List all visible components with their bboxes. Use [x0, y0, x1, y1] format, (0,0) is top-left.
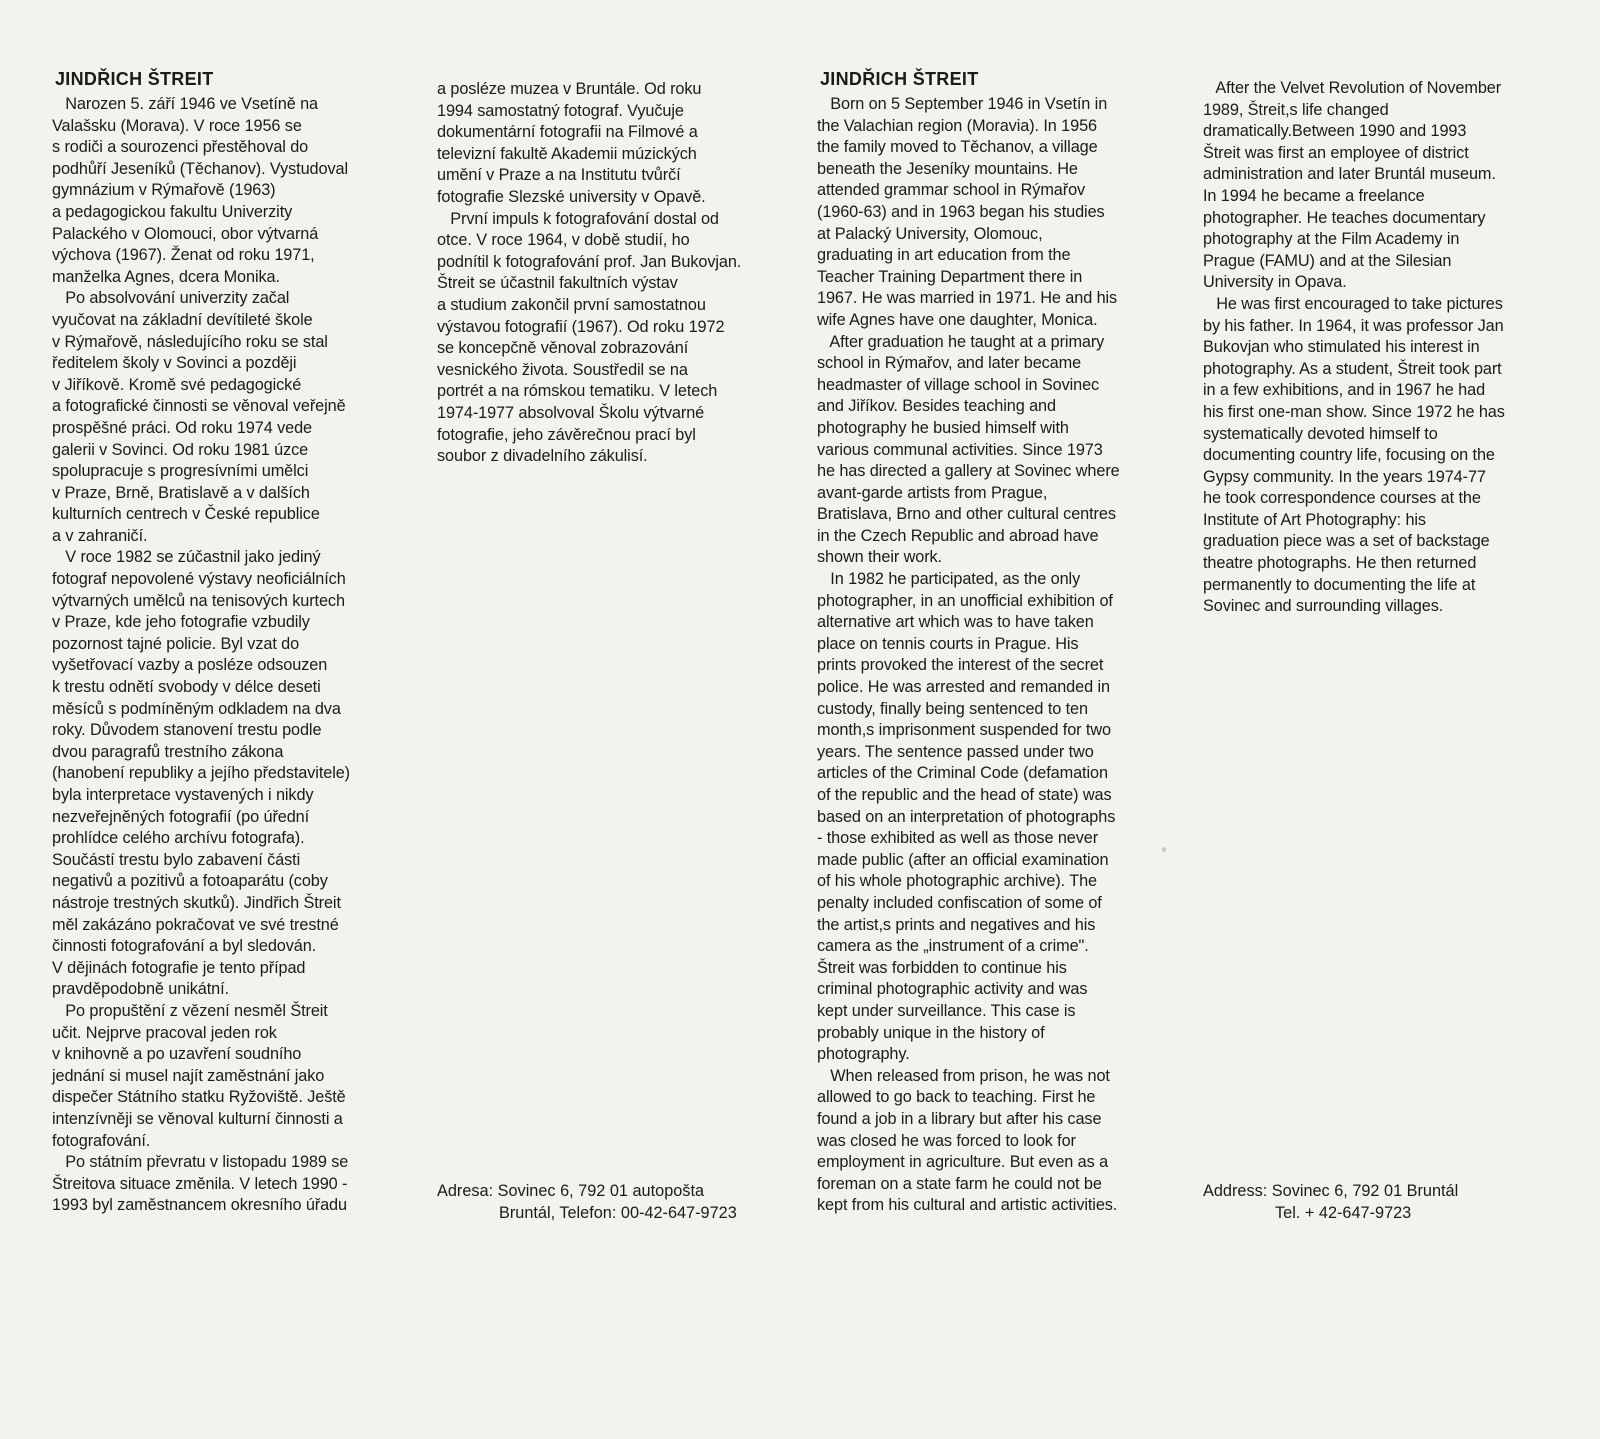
- text-line: gymnázium v Rýmařově (1963): [52, 181, 276, 200]
- text-line: Bratislava, Brno and other cultural centres: [817, 505, 1116, 524]
- text-line: V roce 1982 se zúčastnil jako jediný: [52, 548, 321, 567]
- text-line: dramatically.Between 1990 and 1993: [1203, 122, 1467, 141]
- text-line: criminal photographic activity and was: [817, 980, 1088, 999]
- text-line: podnítil k fotografování prof. Jan Bukovjan.: [437, 252, 742, 271]
- czech-column-1: [52, 68, 350, 1217]
- czech-col1-text: [52, 94, 350, 1217]
- text-line: otce. V roce 1964, v době studií, ho: [437, 231, 690, 250]
- text-line: vyšetřovací vazby a posléze odsouzen: [52, 656, 328, 675]
- text-line: ředitelem školy v Sovinci a později: [52, 354, 297, 373]
- text-line: avant-garde artists from Prague,: [817, 483, 1048, 502]
- text-line: photographer. He teaches documentary: [1203, 208, 1486, 227]
- text-line: 1994 samostatný fotograf. Vyučuje: [437, 101, 684, 120]
- text-line: s rodiči a sourozenci přestěhoval do: [52, 138, 309, 157]
- text-line: was closed he was forced to look for: [817, 1131, 1076, 1150]
- text-line: wife Agnes have one daughter, Monica.: [817, 310, 1098, 329]
- text-line: custody, finally being sentenced to ten: [817, 699, 1088, 718]
- text-line: prohlídce celého archívu fotografa).: [52, 829, 305, 848]
- czech-heading: JINDŘICH ŠTREIT: [55, 69, 214, 89]
- text-line: (hanobení republiky a jejího představitele): [52, 764, 350, 783]
- text-line: place on tennis courts in Prague. His: [817, 634, 1079, 653]
- text-line: In 1994 he became a freelance: [1203, 186, 1425, 205]
- text-line: years. The sentence passed under two: [817, 742, 1094, 761]
- text-line: found a job in a library but after his case: [817, 1109, 1102, 1128]
- text-line: fotografie Slezské university v Opavě.: [437, 187, 706, 206]
- czech-address: [437, 1180, 737, 1224]
- text-line: administration and later Bruntál museum.: [1203, 165, 1496, 184]
- text-line: made public (after an official examination: [817, 850, 1109, 869]
- text-line: foreman on a state farm he could not be: [817, 1174, 1102, 1193]
- text-line: Štreit se účastnil fakultních výstav: [437, 274, 678, 293]
- text-line: soubor z divadelního zákulisí.: [437, 447, 648, 466]
- text-line: v Jiříkově. Kromě své pedagogické: [52, 375, 302, 394]
- text-line: 1993 byl zaměstnancem okresního úřadu: [52, 1196, 347, 1215]
- text-line: výstavou fotografií (1967). Od roku 1972: [437, 317, 725, 336]
- text-line: In 1982 he participated, as the only: [817, 570, 1081, 589]
- text-line: výchova (1967). Ženat od roku 1971,: [52, 246, 315, 265]
- text-line: podhůří Jeseníků (Těchanov). Vystudoval: [52, 159, 348, 178]
- english-heading: JINDŘICH ŠTREIT: [820, 69, 979, 89]
- text-line: headmaster of village school in Sovinec: [817, 375, 1100, 394]
- text-line: theatre photographs. He then returned: [1203, 554, 1477, 573]
- text-line: Valašsku (Morava). V roce 1956 se: [52, 116, 302, 135]
- text-line: When released from prison, he was not: [817, 1066, 1110, 1085]
- text-line: Bukovjan who stimulated his interest in: [1203, 338, 1480, 357]
- text-line: negativů a pozitivů a fotoaparátu (coby: [52, 872, 328, 891]
- text-line: photographer, in an unofficial exhibition of: [817, 591, 1113, 610]
- text-line: Štreitova situace změnila. V letech 1990 -: [52, 1174, 348, 1193]
- text-line: a posléze muzea v Bruntále. Od roku: [437, 80, 702, 98]
- text-line: Po státním převratu v listopadu 1989 se: [52, 1153, 349, 1172]
- text-line: photography at the Film Academy in: [1203, 230, 1460, 249]
- text-line: byla interpretace vystavených i nikdy: [52, 786, 314, 804]
- text-line: portrét a na rómskou tematiku. V letech: [437, 382, 718, 401]
- text-line: Sovinec and surrounding villages.: [1203, 597, 1444, 616]
- text-line: měsíců s podmíněným odkladem na dva: [52, 699, 341, 718]
- text-line: pozornost tajné policie. Byl vzat do: [52, 634, 300, 653]
- text-line: Štreit was forbidden to continue his: [817, 958, 1067, 977]
- text-line: at Palacký University, Olomouc,: [817, 224, 1043, 243]
- text-line: the family moved to Těchanov, a village: [817, 138, 1098, 157]
- czech-column-2: [437, 79, 741, 468]
- text-line: the artist,s prints and negatives and his: [817, 915, 1096, 934]
- text-line: Po absolvování univerzity začal: [52, 289, 290, 308]
- czech-col2-text: [437, 79, 741, 468]
- text-line: činnosti fotografování a byl sledován.: [52, 937, 317, 956]
- text-line: umění v Praze a na Institutu tvůrčí: [437, 166, 681, 185]
- text-line: a studium zakončil první samostatnou: [437, 295, 706, 314]
- text-line: permanently to documenting the life at: [1203, 575, 1476, 594]
- text-line: and Jiříkov. Besides teaching and: [817, 397, 1056, 416]
- czech-address-line-1: Adresa: Sovinec 6, 792 01 autopošta: [437, 1182, 705, 1200]
- text-line: Institute of Art Photography: his: [1203, 510, 1426, 529]
- text-line: vyučovat na základní devítileté škole: [52, 310, 313, 329]
- text-line: kept under surveillance. This case is: [817, 1001, 1076, 1020]
- text-line: a pedagogickou fakultu Univerzity: [52, 202, 293, 221]
- text-line: allowed to go back to teaching. First he: [817, 1088, 1096, 1107]
- text-line: kept from his cultural and artistic activities.: [817, 1196, 1118, 1215]
- text-line: graduating in art education from the: [817, 246, 1071, 265]
- text-line: v Praze, Brně, Bratislavě a v dalších: [52, 483, 310, 502]
- text-line: Prague (FAMU) and at the Silesian: [1203, 251, 1452, 270]
- text-line: of his whole photographic archive). The: [817, 872, 1097, 891]
- text-line: v knihovně a po uzavření soudního: [52, 1045, 302, 1064]
- text-line: beneath the Jeseníky mountains. He: [817, 159, 1078, 178]
- text-line: graduation piece was a set of backstage: [1203, 532, 1490, 551]
- text-line: based on an interpretation of photographs: [817, 807, 1116, 826]
- english-address-line-1: Address: Sovinec 6, 792 01 Bruntál: [1203, 1182, 1459, 1200]
- english-col4-text: [1203, 78, 1505, 618]
- text-line: intenzívněji se věnoval kulturní činnosti a: [52, 1109, 343, 1128]
- text-line: Palackého v Olomouci, obor výtvarná: [52, 224, 319, 243]
- text-line: a v zahraničí.: [52, 526, 148, 545]
- text-line: he took correspondence courses at the: [1203, 489, 1481, 508]
- english-address-line-2: Tel. + 42-647-9723: [1275, 1204, 1412, 1222]
- text-line: in the Czech Republic and abroad have: [817, 526, 1099, 545]
- text-line: Narozen 5. září 1946 ve Vsetíně na: [52, 95, 319, 113]
- text-line: fotografie, jeho závěrečnou prací byl: [437, 425, 696, 444]
- text-line: attended grammar school in Rýmařov: [817, 181, 1086, 200]
- text-line: galerii v Sovinci. Od roku 1981 úzce: [52, 440, 309, 459]
- text-line: photography. As a student, Štreit took part: [1203, 359, 1502, 378]
- text-line: k trestu odnětí svobody v délce deseti: [52, 678, 321, 697]
- text-line: učit. Nejprve pracoval jeden rok: [52, 1023, 277, 1042]
- text-line: University in Opava.: [1203, 273, 1347, 292]
- text-line: televizní fakultě Akademii múzických: [437, 144, 697, 163]
- text-line: prints provoked the interest of the secret: [817, 656, 1104, 675]
- text-line: dvou paragrafů trestního zákona: [52, 742, 284, 761]
- english-column-2: [1203, 78, 1505, 618]
- text-line: employment in agriculture. But even as a: [817, 1153, 1109, 1172]
- text-line: He was first encouraged to take pictures: [1203, 294, 1503, 313]
- text-line: měl zakázáno pokračovat ve své trestné: [52, 915, 339, 934]
- text-line: he has directed a gallery at Sovinec where: [817, 462, 1120, 481]
- text-line: in a few exhibitions, and in 1967 he had: [1203, 381, 1486, 400]
- text-line: After graduation he taught at a primary: [817, 332, 1105, 351]
- text-line: the Valachian region (Moravia). In 1956: [817, 116, 1097, 135]
- text-line: photography he busied himself with: [817, 418, 1069, 437]
- text-line: jednání si musel najít zaměstnání jako: [52, 1066, 325, 1085]
- text-line: camera as the „instrument of a crime".: [817, 937, 1089, 956]
- text-line: pravděpodobně unikátní.: [52, 980, 229, 999]
- text-line: - those exhibited as well as those never: [817, 829, 1099, 848]
- text-line: vesnického života. Soustředil se na: [437, 360, 688, 379]
- text-line: shown their work.: [817, 548, 942, 567]
- text-line: v Praze, kde jeho fotografie vzbudily: [52, 613, 310, 632]
- text-line: probably unique in the history of: [817, 1023, 1045, 1042]
- text-line: systematically devoted himself to: [1203, 424, 1438, 443]
- czech-address-line-2: Bruntál, Telefon: 00-42-647-9723: [499, 1204, 737, 1222]
- english-column-1: [817, 68, 1120, 1217]
- text-line: documenting country life, focusing on the: [1203, 446, 1495, 465]
- english-col3-text: [817, 94, 1120, 1217]
- text-line: První impuls k fotografování dostal od: [437, 209, 719, 228]
- text-line: se koncepčně věnoval zobrazování: [437, 339, 689, 358]
- text-line: penalty included confiscation of some of: [817, 893, 1102, 912]
- text-line: (1960-63) and in 1963 began his studies: [817, 202, 1105, 221]
- text-line: nástroje trestných skutků). Jindřich Štreit: [52, 893, 341, 912]
- text-line: nezveřejněných fotografií (po úřední: [52, 807, 310, 826]
- text-line: prospěšné práci. Od roku 1974 vede: [52, 418, 312, 437]
- text-line: 1967. He was married in 1971. He and his: [817, 289, 1118, 308]
- text-line: school in Rýmařov, and later became: [817, 354, 1082, 373]
- text-line: spolupracuje s progresívními umělci: [52, 462, 309, 481]
- text-line: Gypsy community. In the years 1974-77: [1203, 467, 1486, 486]
- text-line: kulturních centrech v České republice: [52, 505, 320, 524]
- text-line: Teacher Training Department there in: [817, 267, 1083, 286]
- text-line: roky. Důvodem stanovení trestu podle: [52, 721, 322, 740]
- text-line: alternative art which was to have taken: [817, 613, 1094, 632]
- text-line: výtvarných umělců na tenisových kurtech: [52, 591, 345, 610]
- paper-speck: [1162, 847, 1166, 852]
- text-line: by his father. In 1964, it was professor Jan: [1203, 316, 1504, 335]
- text-line: fotografování.: [52, 1131, 151, 1150]
- text-line: v Rýmařově, následujícího roku se stal: [52, 332, 328, 351]
- text-line: Štreit was first an employee of district: [1203, 143, 1469, 162]
- text-line: a fotografické činnosti se věnoval veřejně: [52, 397, 346, 416]
- text-line: Born on 5 September 1946 in Vsetín in: [817, 95, 1108, 113]
- text-line: of the republic and the head of state) was: [817, 786, 1112, 804]
- text-line: fotograf nepovolené výstavy neoficiálních: [52, 570, 346, 589]
- text-line: articles of the Criminal Code (defamation: [817, 764, 1108, 783]
- text-line: dispečer Státního statku Ryžoviště. Ještě: [52, 1088, 346, 1107]
- text-line: 1974-1977 absolvoval Školu výtvarné: [437, 403, 705, 422]
- text-line: 1989, Štreit,s life changed: [1203, 100, 1389, 119]
- english-address: [1203, 1180, 1458, 1224]
- text-line: month,s imprisonment suspended for two: [817, 721, 1111, 740]
- text-line: his first one-man show. Since 1972 he has: [1203, 402, 1505, 421]
- text-line: V dějinách fotografie je tento případ: [52, 958, 306, 977]
- text-line: Po propuštění z vězení nesměl Štreit: [52, 1001, 328, 1020]
- text-line: photography.: [817, 1045, 910, 1064]
- text-line: Součástí trestu bylo zabavení části: [52, 850, 301, 869]
- text-line: manželka Agnes, dcera Monika.: [52, 267, 280, 286]
- text-line: police. He was arrested and remanded in: [817, 678, 1110, 697]
- text-line: various communal activities. Since 1973: [817, 440, 1103, 459]
- text-line: dokumentární fotografii na Filmové a: [437, 123, 698, 142]
- text-line: After the Velvet Revolution of November: [1203, 79, 1502, 97]
